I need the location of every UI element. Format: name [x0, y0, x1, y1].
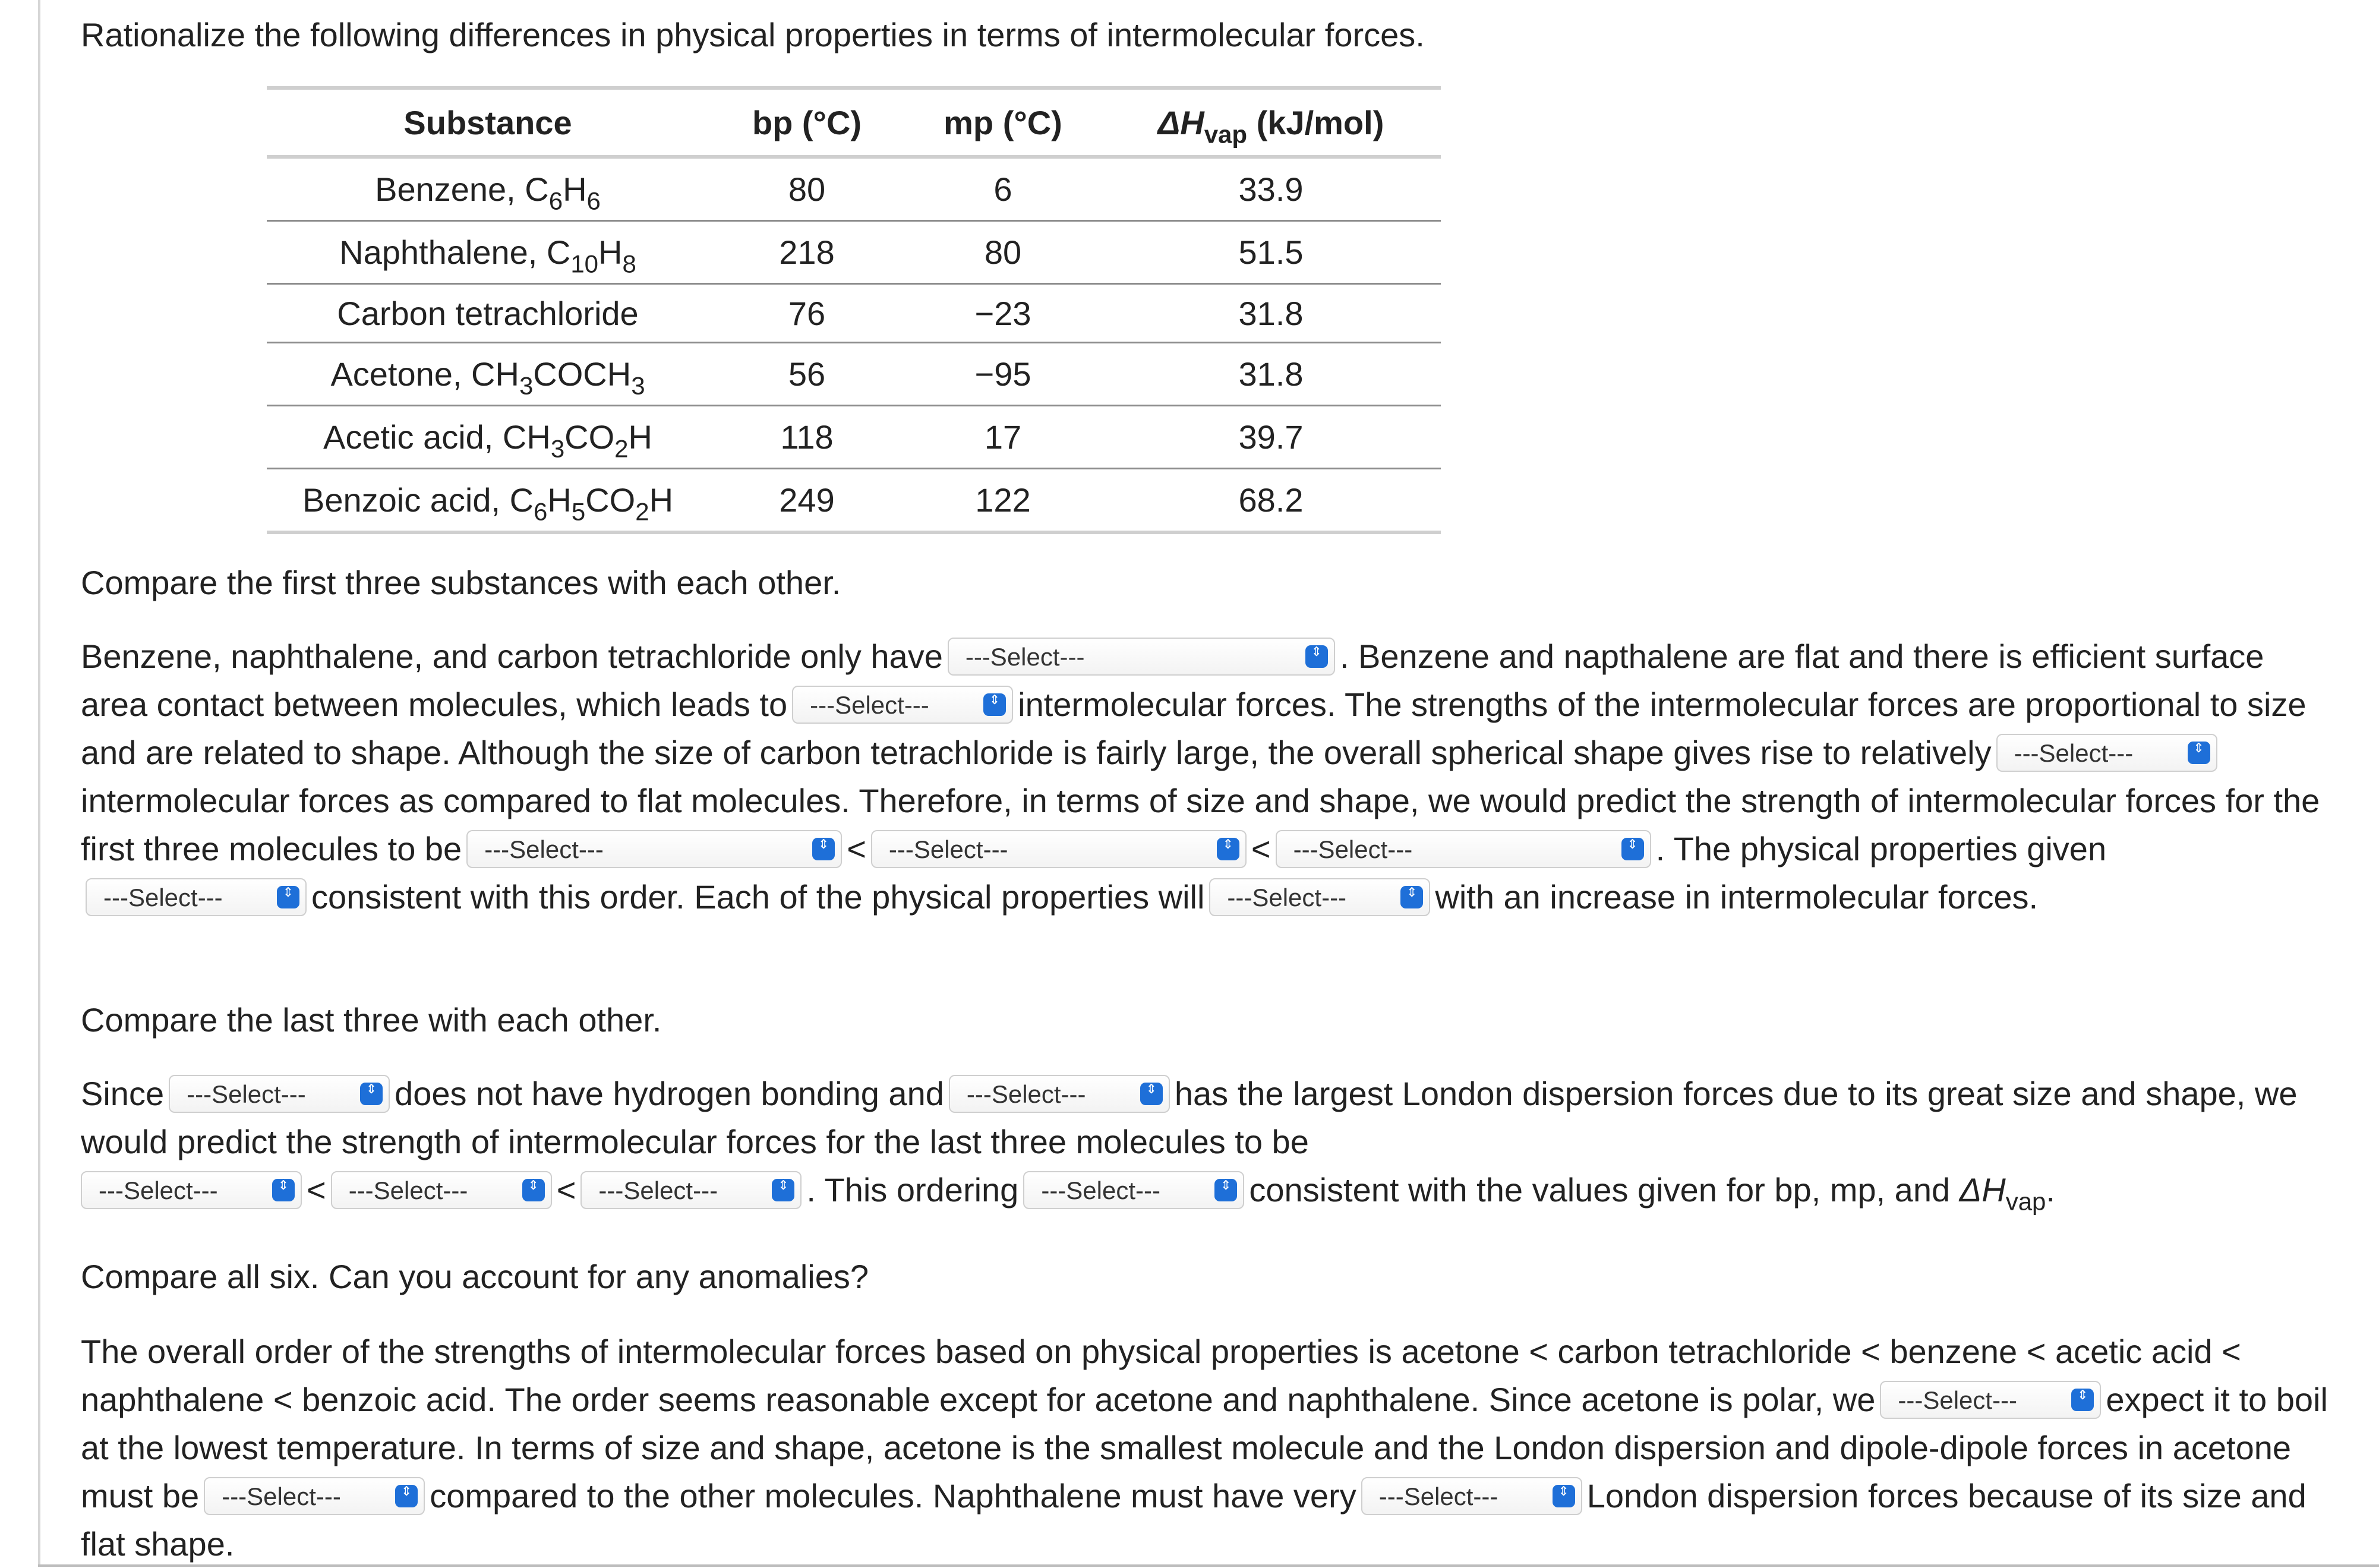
select-forces-type[interactable]: ---Select--- ⇕ — [948, 638, 1335, 676]
mp-cell: −95 — [905, 343, 1101, 406]
bp-cell: 80 — [709, 157, 905, 221]
substance-cell: Carbon tetrachloride — [267, 284, 709, 343]
select-no-hbond[interactable]: ---Select--- ⇕ — [169, 1075, 390, 1113]
select-order-first[interactable]: ---Select--- ⇕ — [466, 830, 842, 868]
select-last-order-second[interactable]: ---Select--- ⇕ — [331, 1171, 552, 1209]
select-order-third[interactable]: ---Select--- ⇕ — [1276, 830, 1651, 868]
question-intro: Rationalize the following differences in physical properties in terms of intermolecular forces. — [81, 16, 1425, 53]
select-largest-london[interactable]: ---Select--- ⇕ — [949, 1075, 1170, 1113]
dhvap-cell: 39.7 — [1101, 406, 1441, 469]
dhvap-cell: 31.8 — [1101, 284, 1441, 343]
select-naphthalene-forces[interactable]: ---Select--- ⇕ — [1361, 1477, 1582, 1515]
bp-cell: 118 — [709, 406, 905, 469]
chevron-updown-icon: ⇕ — [277, 886, 299, 908]
section1-paragraph: Benzene, naphthalene, and carbon tetrachloride only have ---Select--- ⇕ . Benzene and napthalene are flat and there is efficient surface area contact between molecules, which leads to ---Select--- ⇕ intermolecular forces. The strengths of the intermolecular forces are proportional to size and are related to shape. Although the size of carbon tetrachloride is fairly large, the overall spherical shape gives rise to relatively ---Select--- ⇕ intermolecular forces as compared to flat molecules. Therefore, in terms of size and shape, we would predict the strength of intermolecular forces for the first three molecules to be ---Select--- ⇕ < ---Select--- ⇕ < ---Select--- ⇕ . The physical properties given---Select--- ⇕ consistent with this order. Each of the physical properties will ---Select--- ⇕ with an increase in intermolecular forces. — [81, 638, 2320, 916]
dhvap-cell: 31.8 — [1101, 343, 1441, 406]
mp-cell: 122 — [975, 481, 1031, 519]
properties-table — [267, 86, 1441, 534]
mp-cell: 6 — [905, 157, 1101, 221]
header-substance: Substance — [267, 88, 709, 157]
substance-cell: Benzene, $C_6H_6$ — [267, 157, 709, 221]
select-acetone-expect[interactable]: ---Select--- ⇕ — [1880, 1381, 2101, 1419]
chevron-updown-icon: ⇕ — [1214, 1179, 1237, 1201]
select-last-order-first[interactable]: ---Select--- ⇕ — [81, 1171, 302, 1209]
chevron-updown-icon: ⇕ — [1305, 645, 1328, 668]
section2-heading: Compare the last three with each other. — [81, 1001, 662, 1039]
chevron-updown-icon: ⇕ — [522, 1179, 545, 1201]
header-bp: bp (°C) — [709, 88, 905, 157]
chevron-updown-icon: ⇕ — [1621, 838, 1644, 860]
header-mp: mp (°C) — [905, 88, 1101, 157]
select-ordering-consistency[interactable]: ---Select--- ⇕ — [1023, 1171, 1244, 1209]
mp-cell: −23 — [905, 284, 1101, 343]
left-border — [38, 0, 40, 1567]
chevron-updown-icon: ⇕ — [1140, 1083, 1163, 1105]
table-row — [267, 157, 1441, 221]
chevron-updown-icon: ⇕ — [395, 1485, 418, 1507]
dhvap-cell: 68.2 — [1238, 481, 1304, 519]
bp-cell: 249 — [779, 481, 835, 519]
chevron-updown-icon: ⇕ — [272, 1179, 295, 1201]
chevron-updown-icon: ⇕ — [983, 693, 1006, 716]
mp-cell: 17 — [905, 406, 1101, 469]
table-row — [267, 221, 1441, 284]
select-acetone-forces[interactable]: ---Select--- ⇕ — [204, 1477, 425, 1515]
table-row — [267, 469, 1441, 533]
select-consistency[interactable]: ---Select--- ⇕ — [86, 878, 307, 916]
select-flat-strength[interactable]: ---Select--- ⇕ — [792, 686, 1013, 724]
chevron-updown-icon: ⇕ — [812, 838, 835, 860]
table-header-row — [267, 88, 1441, 157]
section3-heading: Compare all six. Can you account for any anomalies? — [81, 1258, 869, 1295]
chevron-updown-icon: ⇕ — [1400, 886, 1423, 908]
bp-cell: 76 — [709, 284, 905, 343]
header-dhvap: $\Delta H_{vap}$ (kJ/mol) — [1101, 88, 1441, 157]
chevron-updown-icon: ⇕ — [772, 1179, 794, 1201]
select-last-order-third[interactable]: ---Select--- ⇕ — [580, 1171, 802, 1209]
table-row — [267, 284, 1441, 343]
bp-cell: 56 — [709, 343, 905, 406]
chevron-updown-icon: ⇕ — [1217, 838, 1239, 860]
bp-cell: 218 — [709, 221, 905, 284]
select-property-change[interactable]: ---Select--- ⇕ — [1209, 878, 1430, 916]
substance-cell: Benzoic acid, $C_6H_5CO_2H$ — [302, 481, 674, 526]
select-order-second[interactable]: ---Select--- ⇕ — [871, 830, 1247, 868]
section3-paragraph: The overall order of the strengths of intermolecular forces based on physical properties is acetone < carbon tetrachloride < benzene < acetic acid < naphthalene < benzoic acid. The order seems reasonable except for acetone and naphthalene. Since acetone is polar, we ---Select--- ⇕ expect it to boil at the lowest temperature. In terms of size and shape, acetone is the smallest molecule and the London dispersion and dipole-dipole forces in acetone must be ---Select--- ⇕ compared to the other molecules. Naphthalene must have very ---Select--- ⇕ London dispersion forces because of its size and flat shape. — [81, 1333, 2328, 1563]
table-row — [267, 406, 1441, 469]
chevron-updown-icon: ⇕ — [360, 1083, 383, 1105]
substance-cell: Acetone, $CH_3COCH_3$ — [267, 343, 709, 406]
substance-cell: Acetic acid, $CH_3CO_2H$ — [267, 406, 709, 469]
chevron-updown-icon: ⇕ — [2188, 742, 2210, 764]
select-spherical-strength[interactable]: ---Select--- ⇕ — [1996, 734, 2217, 772]
section1-heading: Compare the first three substances with each other. — [81, 564, 841, 601]
dhvap-cell: 51.5 — [1101, 221, 1441, 284]
section2-paragraph: Since ---Select--- ⇕ does not have hydrogen bonding and ---Select--- ⇕ has the largest London dispersion forces due to its great size and shape, we would predict the strength of intermolecular forces for the last three molecules to be ---Select--- ⇕ < ---Select--- ⇕ < ---Select--- ⇕ . This ordering ---Select--- ⇕ consistent with the values given for bp, mp, and $\Delta H_{vap}$. — [81, 1075, 2298, 1216]
chevron-updown-icon: ⇕ — [2071, 1389, 2094, 1411]
substance-cell: Naphthalene, $C_{10}H_8$ — [267, 221, 709, 284]
table-row — [267, 343, 1441, 406]
chevron-updown-icon: ⇕ — [1553, 1485, 1575, 1507]
dhvap-cell: 33.9 — [1101, 157, 1441, 221]
mp-cell: 80 — [905, 221, 1101, 284]
